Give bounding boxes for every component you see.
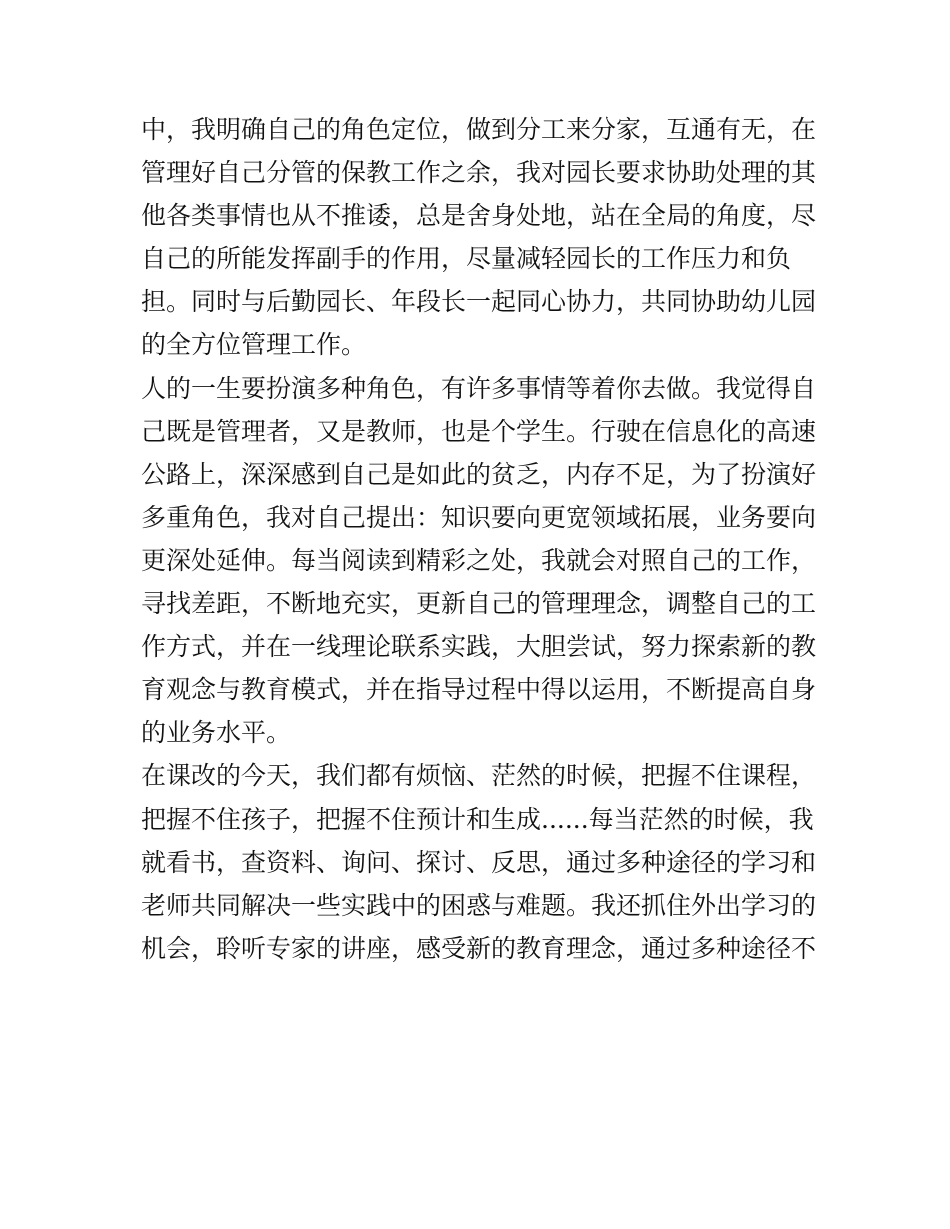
text-line: 老师共同解决一些实践中的困惑与难题。我还抓住外出学习的 xyxy=(141,890,817,920)
text-line: 人的一生要扮演多种角色，有许多事情等着你去做。我觉得自 xyxy=(141,373,817,403)
text-line: 就看书，查资料、询问、探讨、反思，通过多种途径的学习和 xyxy=(141,847,817,877)
text-line: 更深处延伸。每当阅读到精彩之处，我就会对照自己的工作， xyxy=(141,545,817,575)
text-line: 管理好自己分管的保教工作之余，我对园长要求协助处理的其 xyxy=(141,158,817,188)
text-line: 他各类事情也从不推诿，总是舍身处地，站在全局的角度，尽 xyxy=(141,201,817,231)
text-line: 担。同时与后勤园长、年段长一起同心协力，共同协助幼儿园 xyxy=(141,287,817,317)
text-line: 作方式，并在一线理论联系实践，大胆尝试，努力探索新的教 xyxy=(141,632,817,662)
text-line: 中，我明确自己的角色定位，做到分工来分家，互通有无，在 xyxy=(141,115,817,144)
text-line: 育观念与教育模式，并在指导过程中得以运用，不断提高自身 xyxy=(141,675,817,705)
text-line: 己既是管理者，又是教师，也是个学生。行驶在信息化的高速 xyxy=(141,416,817,446)
text-line: 的全方位管理工作。 xyxy=(141,330,367,360)
text-line: 公路上，深深感到自己是如此的贫乏，内存不足，为了扮演好 xyxy=(141,459,817,489)
text-line: 把握不住孩子，把握不住预计和生成......每当茫然的时候，我 xyxy=(141,804,814,834)
document-body xyxy=(141,108,821,970)
text-line: 在课改的今天，我们都有烦恼、茫然的时候，把握不住课程， xyxy=(141,761,817,791)
text-line: 机会，聆听专家的讲座，感受新的教育理念，通过多种途径不 xyxy=(141,933,817,963)
text-line: 自己的所能发挥副手的作用，尽量减轻园长的工作压力和负 xyxy=(141,244,792,274)
text-line: 寻找差距，不断地充实，更新自己的管理理念，调整自己的工 xyxy=(141,589,817,619)
text-line: 的业务水平。 xyxy=(141,718,292,748)
text-line: 多重角色，我对自己提出：知识要向更宽领域拓展，业务要向 xyxy=(141,502,817,532)
